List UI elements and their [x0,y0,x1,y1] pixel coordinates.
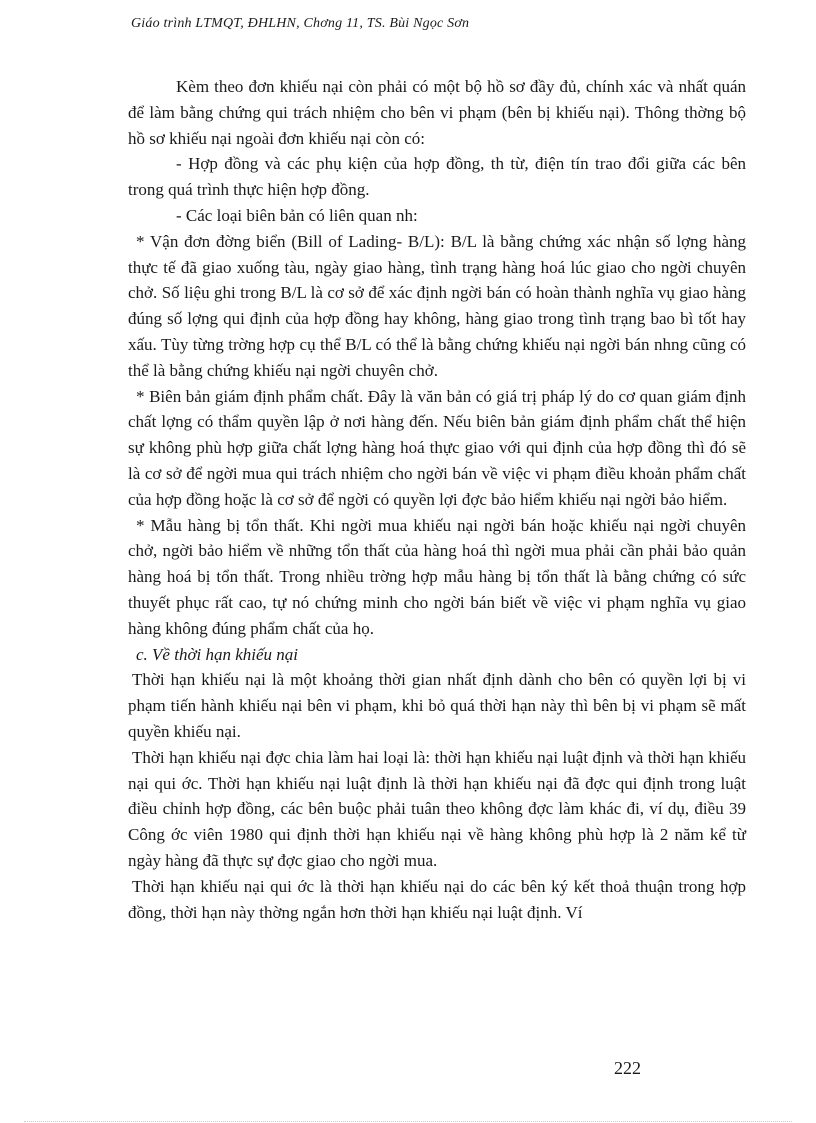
page-number: 222 [614,1058,641,1078]
footer-divider [24,1121,792,1122]
section-heading: c. Về thời hạn khiếu nại [136,644,299,664]
paragraph-quality-inspection: * Biên bản giám định phẩm chất. Đây là văn bản có giá trị pháp lý do cơ quan giám định chất lợng có thẩm quyền lập ở nơi hàng đến. Nếu biên bản giám định phẩm chất thể hiện sự không phù hợp giữa chất lợng hàng hoá thực giao với qui định của hợp đồng thì đó sẽ là cơ sở để ngời mua qui trách nhiệm cho ngời bán về việc vi phạm điều khoản phẩm chất của hợp đồng hoặc là cơ sở để ngời có quyền lợi đợc bảo hiểm khiếu nại ngời bảo hiểm. [128,386,746,509]
paragraph-records: - Các loại biên bản có liên quan nh: [176,205,418,225]
document-body [128,74,746,925]
paragraph-contracts: - Hợp đồng và các phụ kiện của hợp đồng, th từ, điện tín trao đổi giữa các bên trong quá trình thực hiện hợp đồng. [128,154,746,200]
page-header: Giáo trình LTMQT, ĐHLHN, Chơng 11, TS. Bùi Ngọc Sơn [131,16,470,31]
paragraph-damaged-samples: * Mẫu hàng bị tổn thất. Khi ngời mua khiếu nại ngời bán hoặc khiếu nại ngời chuyên chở, ngời bảo hiểm về những tổn thất của hàng hoá thì ngời mua phải cần phải bảo quản hàng hoá bị tổn thất. Trong nhiều trờng hợp mẫu hàng bị tổn thất là bằng chứng có sức thuyết phục rất cao, tự nó chứng minh cho ngời bán biết về việc vi phạm nghĩa vụ giao hàng không đúng phẩm chất của họ. [128,515,746,638]
paragraph-intro: Kèm theo đơn khiếu nại còn phải có một bộ hồ sơ đầy đủ, chính xác và nhất quán để làm bằng chứng qui trách nhiệm cho bên vi phạm (bên bị khiếu nại). Thông thờng bộ hồ sơ khiếu nại ngoài đơn khiếu nại còn có: [128,77,746,148]
paragraph-bill-of-lading: * Vận đơn đờng biển (Bill of Lading- B/L): B/L là bằng chứng xác nhận số lợng hàng thực tế đã giao xuống tàu, ngày giao hàng, tình trạng hàng hoá lúc giao cho ngời chuyên chở. Số liệu ghi trong B/L là cơ sở để xác định ngời bán có hoàn thành nghĩa vụ giao hàng đúng số lợng qui định của hợp đồng hay không, hàng giao trong tình trạng bao bì tốt hay xấu. Tùy từng trờng hợp cụ thể B/L có thể là bằng chứng khiếu nại ngời bán nhng cũng có thể là bằng chứng khiếu nại ngời chuyên chở. [128,231,746,380]
paragraph-claim-types: Thời hạn khiếu nại đợc chia làm hai loại là: thời hạn khiếu nại luật định và thời hạn khiếu nại qui ớc. Thời hạn khiếu nại luật định là thời hạn khiếu nại đã đợc qui định trong luật điều chỉnh hợp đồng, các bên buộc phải tuân theo không đợc làm khác đi, ví dụ, điều 39 Công ớc viên 1980 qui định thời hạn khiếu nại về hàng không phù hợp là 2 năm kể từ ngày hàng đã thực sự đợc giao cho ngời mua. [128,747,746,870]
paragraph-claim-period: Thời hạn khiếu nại là một khoảng thời gian nhất định dành cho bên có quyền lợi bị vi phạm tiến hành khiếu nại bên vi phạm, khi bỏ quá thời hạn này thì bên bị vi phạm sẽ mất quyền khiếu nại. [128,670,746,741]
paragraph-agreed-period: Thời hạn khiếu nại qui ớc là thời hạn khiếu nại do các bên ký kết thoả thuận trong hợp đồng, thời hạn này thờng ngắn hơn thời hạn khiếu nại luật định. Ví [128,876,746,922]
